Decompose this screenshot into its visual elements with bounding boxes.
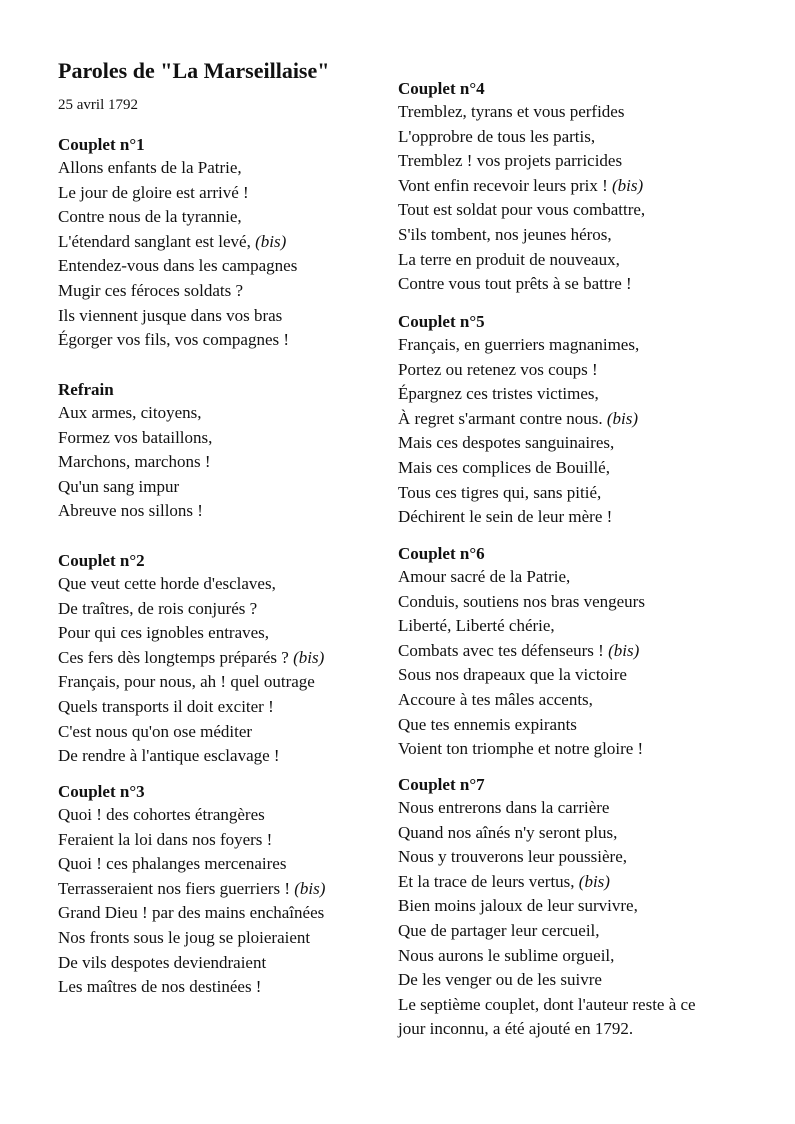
verse-text: Nous aurons le sublime orgueil, — [398, 945, 615, 965]
verse-line — [398, 223, 758, 248]
verse-text: Les maîtres de nos destinées ! — [58, 977, 262, 997]
bis-marker: (bis) — [606, 408, 639, 428]
verse-text: Vont enfin recevoir leurs prix ! — [398, 175, 613, 195]
verse-line — [58, 926, 388, 951]
verse-line — [58, 181, 388, 206]
verse-line — [58, 720, 388, 745]
verse-text: À regret s'armant contre nous. — [398, 408, 607, 428]
verse-line — [398, 174, 758, 199]
verse-line — [398, 149, 758, 174]
section-heading: Couplet n°7 — [398, 775, 485, 794]
verse-line — [58, 572, 388, 597]
section-heading: Refrain — [58, 380, 114, 399]
verse-text: Que tes ennemis expirants — [398, 714, 577, 734]
verse-text: Liberté, Liberté chérie, — [398, 616, 555, 636]
verse-line — [398, 919, 758, 944]
verse-text: Tremblez ! vos projets parricides — [398, 151, 623, 171]
verse-line — [398, 272, 758, 297]
verse-text: Français, en guerriers magnanimes, — [398, 335, 640, 354]
verse-line — [58, 254, 388, 279]
verse-text: De vils despotes deviendraient — [58, 952, 267, 972]
verse-text: Pour qui ces ignobles entraves, — [58, 623, 270, 643]
verse-line — [398, 248, 758, 273]
verse-line — [58, 646, 388, 671]
verse-text: Grand Dieu ! par des mains enchaînées — [58, 903, 325, 923]
verse-text: Accoure à tes mâles accents, — [398, 689, 593, 709]
verse-line — [58, 499, 388, 524]
verse-text: Aux armes, citoyens, — [58, 403, 202, 422]
verse-line — [398, 845, 758, 870]
verse-line — [398, 713, 758, 738]
section-heading: Couplet n°2 — [58, 551, 145, 570]
verse-text: Portez ou retenez vos coups ! — [398, 359, 598, 379]
verse-line — [58, 695, 388, 720]
section — [398, 311, 758, 530]
verse-text: Déchirent le sein de leur mère ! — [398, 507, 613, 527]
verse-text: Que veut cette horde d'esclaves, — [58, 574, 276, 593]
verse-line — [398, 796, 758, 821]
verse-text: Terrasseraient nos fiers guerriers ! — [58, 878, 295, 898]
bis-marker: (bis) — [294, 878, 326, 898]
section-heading: Couplet n°5 — [398, 312, 485, 331]
verse-line — [398, 688, 758, 713]
footnote-line: jour inconnu, a été ajouté en 1792. — [398, 1019, 634, 1039]
verse-line — [58, 901, 388, 926]
verse-line — [398, 456, 758, 481]
verse-text: Combats avec tes défenseurs ! — [398, 640, 609, 660]
verse-line — [398, 663, 758, 688]
verse-line — [398, 431, 758, 456]
verse-line — [58, 852, 388, 877]
section — [58, 550, 388, 769]
section-heading: Couplet n°4 — [398, 79, 485, 98]
verse-line — [398, 505, 758, 530]
verse-text: Conduis, soutiens nos bras vengeurs — [398, 591, 645, 611]
verse-text: Quoi ! ces phalanges mercenaires — [58, 854, 287, 874]
section — [398, 78, 758, 297]
verse-text: Ils viennent jusque dans vos bras — [58, 305, 283, 325]
verse-line — [398, 821, 758, 846]
bis-marker: (bis) — [255, 231, 287, 251]
verse-text: Quels transports il doit exciter ! — [58, 696, 274, 716]
verse-line — [58, 205, 388, 230]
verse-text: L'opprobre de tous les partis, — [398, 126, 596, 146]
verse-line — [398, 639, 758, 664]
verse-text: Mais ces despotes sanguinaires, — [398, 433, 615, 453]
verse-line — [58, 975, 388, 1000]
verse-line — [58, 401, 388, 426]
section-heading: Couplet n°3 — [58, 782, 145, 801]
section — [398, 774, 758, 1042]
verse-text: Tout est soldat pour vous combattre, — [398, 200, 646, 220]
verse-text: Bien moins jaloux de leur survivre, — [398, 896, 638, 916]
bis-marker: (bis) — [293, 647, 325, 667]
page-title: Paroles de "La Marseillaise" — [58, 58, 330, 83]
verse-text: Mais ces complices de Bouillé, — [398, 457, 610, 477]
verse-line — [398, 125, 758, 150]
verse-text: L'étendard sanglant est levé, — [58, 231, 256, 251]
verse-line — [398, 407, 758, 432]
verse-text: Ces fers dès longtemps préparés ? — [58, 647, 294, 667]
verse-text: De rendre à l'antique esclavage ! — [58, 746, 280, 766]
section — [58, 781, 388, 1000]
verse-text: De les venger ou de les suivre — [398, 970, 602, 990]
verse-line — [58, 156, 388, 181]
verse-text: Que de partager leur cercueil, — [398, 920, 600, 940]
verse-line — [58, 877, 388, 902]
verse-line — [398, 590, 758, 615]
section-heading: Couplet n°6 — [398, 544, 485, 563]
verse-line — [58, 744, 388, 769]
verse-text: Voient ton triomphe et notre gloire ! — [398, 739, 644, 759]
section-heading: Couplet n°1 — [58, 135, 145, 154]
verse-text: Français, pour nous, ah ! quel outrage — [58, 672, 315, 692]
verse-text: Sous nos drapeaux que la victoire — [398, 665, 627, 685]
bis-marker: (bis) — [608, 640, 640, 660]
verse-line — [398, 358, 758, 383]
bis-marker: (bis) — [612, 175, 644, 195]
verse-line — [58, 621, 388, 646]
verse-text: Marchons, marchons ! — [58, 452, 211, 472]
verse-line — [58, 803, 388, 828]
document-date: 25 avril 1792 — [58, 97, 138, 113]
verse-text: Abreuve nos sillons ! — [58, 501, 203, 521]
verse-text: Allons enfants de la Patrie, — [58, 158, 242, 177]
verse-line — [398, 382, 758, 407]
verse-text: Le jour de gloire est arrivé ! — [58, 182, 249, 202]
verse-text: Tous ces tigres qui, sans pitié, — [398, 482, 602, 502]
verse-text: Épargnez ces tristes victimes, — [398, 384, 599, 404]
verse-text: Et la trace de leurs vertus, — [398, 871, 579, 891]
verse-line — [398, 870, 758, 895]
verse-line — [398, 944, 758, 969]
verse-text: Feraient la loi dans nos foyers ! — [58, 829, 273, 849]
section — [58, 379, 388, 524]
verse-line — [58, 426, 388, 451]
verse-text: S'ils tombent, nos jeunes héros, — [398, 224, 612, 244]
verse-text: La terre en produit de nouveaux, — [398, 249, 620, 269]
verse-text: De traîtres, de rois conjurés ? — [58, 598, 258, 618]
verse-line — [58, 828, 388, 853]
verse-text: Quoi ! des cohortes étrangères — [58, 805, 265, 824]
verse-line — [398, 968, 758, 993]
verse-line — [398, 737, 758, 762]
verse-line — [58, 450, 388, 475]
verse-line — [58, 597, 388, 622]
verse-text: Tremblez, tyrans et vous perfides — [398, 102, 625, 121]
verse-text: Quand nos aînés n'y seront plus, — [398, 822, 618, 842]
verse-line — [58, 951, 388, 976]
verse-line — [58, 475, 388, 500]
section — [58, 134, 388, 353]
verse-line — [398, 333, 758, 358]
verse-text: Égorger vos fils, vos compagnes ! — [58, 330, 290, 350]
section — [398, 543, 758, 762]
verse-text: Formez vos bataillons, — [58, 427, 213, 447]
verse-text: Entendez-vous dans les campagnes — [58, 256, 298, 276]
verse-line — [58, 279, 388, 304]
footnote-line: Le septième couplet, dont l'auteur reste à ce — [398, 994, 696, 1014]
verse-text: Nous y trouverons leur poussière, — [398, 847, 627, 867]
verse-line — [398, 894, 758, 919]
verse-text: Mugir ces féroces soldats ? — [58, 280, 244, 300]
verse-text: Amour sacré de la Patrie, — [398, 567, 571, 586]
verse-line — [58, 670, 388, 695]
verse-text: Contre nous de la tyrannie, — [58, 207, 242, 227]
verse-line — [398, 565, 758, 590]
verse-line — [58, 328, 388, 353]
verse-line — [398, 614, 758, 639]
verse-text: Qu'un sang impur — [58, 476, 180, 496]
verse-line — [398, 100, 758, 125]
verse-text: Nous entrerons dans la carrière — [398, 798, 610, 817]
verse-text: Contre vous tout prêts à se battre ! — [398, 274, 632, 294]
verse-text: Nos fronts sous le joug se ploieraient — [58, 927, 311, 947]
verse-text: C'est nous qu'on ose méditer — [58, 721, 253, 741]
verse-line — [398, 198, 758, 223]
verse-line — [398, 481, 758, 506]
bis-marker: (bis) — [578, 871, 610, 891]
verse-line — [58, 230, 388, 255]
verse-line — [58, 304, 388, 329]
